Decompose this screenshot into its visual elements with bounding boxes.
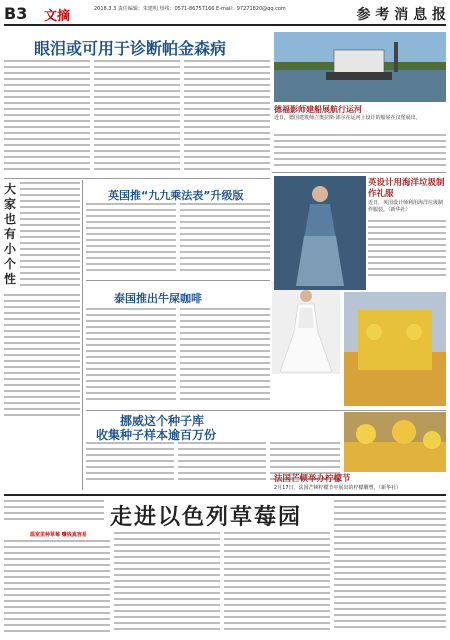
photo-2-caption-title: 英设计用海洋垃圾制作礼服 [368,178,445,199]
section-number: B3 [4,4,28,23]
column-divider [82,180,83,490]
article-5-subtitle: 温室里种草莓 赚钱真容易 [30,532,87,538]
photo-2-caption-body [368,220,446,284]
newspaper-brand: 参 考 消 息 报 [356,7,446,23]
article-5-body-col4 [334,500,446,636]
column-name: 文摘 [44,9,71,24]
article-1-title: 眼泪或可用于诊断帕金森病 [34,39,227,58]
photo-3-caption-text: 2月17日，法国芒顿柠檬节中展出的柠檬雕塑。（新华社） [274,485,402,491]
article-3-body-col1 [86,308,176,406]
photo-1-caption-block [274,104,446,122]
article-5-body-col2 [114,532,220,636]
article-5-body-col1 [4,540,110,636]
canal-boat-photo [274,32,446,102]
article-1-body-col2 [94,60,180,176]
article-2-title: 英国推“九九乘法表”升级版 [108,189,244,202]
article-1-body-col3 [184,60,270,176]
article-5-lede [4,500,104,526]
photo-1-caption-text: 近日，德国建筑师立奥拉斯·邵尔在运河上设计的船屋在汉堡展出。 [274,115,421,121]
article-5-body-col3 [224,532,330,636]
photo-2-caption-text: 近日，英国设计师利用海洋垃圾制作服装。（新华社） [368,200,444,213]
side-article-title: 大家也有小个性 [4,182,17,286]
article-4-body-col2 [178,442,266,486]
photo-2-caption-block [368,178,446,213]
side-article-body-bottom [4,294,80,424]
photo-3-caption-block [274,474,446,492]
article-2-body-col1 [86,203,176,275]
section-divider [4,494,446,496]
article-3-title: 泰国推出牛屎咖啡 [114,292,202,305]
side-article-body-top [20,182,80,292]
wedding-dress-photo [272,282,340,374]
divider [86,410,446,411]
divider [86,280,270,281]
divider [4,178,270,179]
photo-3-caption-title: 法国芒顿举办柠檬节 [274,474,351,484]
ocean-trash-dress-photo [274,176,366,290]
article-4-body-col1 [86,442,174,486]
photo-1-caption-title: 德福影师建船展航行运河 [274,105,362,114]
photo-1-caption-body [274,134,446,170]
article-2-body-col2 [180,203,270,275]
lemon-festival-photo-bottom [344,412,446,472]
article-3-body-col2 [180,308,270,406]
article-4-title-line2: 收集种子样本逾百万份 [96,428,217,442]
article-5-title: 走进以色列草莓园 [110,505,303,530]
divider [272,172,446,173]
article-1-body-col1 [4,60,90,176]
lemon-festival-photo-right [344,292,446,406]
issue-date: 2018.3.3 责任编辑：朱建明 热线：0571-86757166 E-mail：97271820@qq.com [94,6,286,12]
masthead-rule [4,24,446,26]
article-4-title: 挪威这个种子库 [120,414,205,428]
